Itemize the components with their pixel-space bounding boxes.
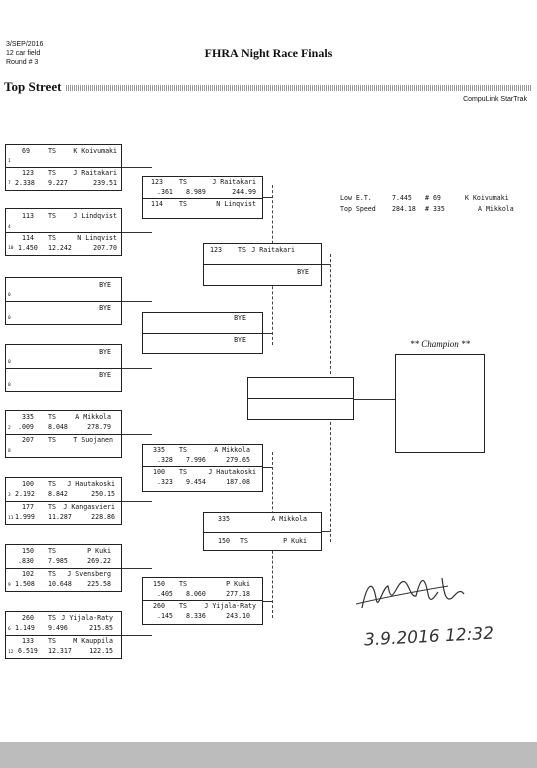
r1-match-1 bbox=[5, 144, 122, 191]
speed: 122.15 bbox=[89, 647, 113, 655]
car-number: 260 bbox=[22, 614, 34, 622]
class: TS bbox=[179, 446, 187, 454]
elapsed-time: 9.454 bbox=[186, 478, 206, 486]
car-number: 114 bbox=[22, 234, 34, 242]
r1-match-4 bbox=[5, 344, 122, 392]
driver: J Hautakoski bbox=[208, 468, 256, 476]
elapsed-time: 9.227 bbox=[48, 179, 68, 187]
elapsed-time: 12.242 bbox=[48, 244, 72, 252]
class: TS bbox=[48, 413, 56, 421]
speed: 187.08 bbox=[226, 478, 250, 486]
speed: 269.22 bbox=[87, 557, 111, 565]
speed: 244.99 bbox=[232, 188, 256, 196]
elapsed-time: 8.060 bbox=[186, 590, 206, 598]
car-number: 133 bbox=[22, 637, 34, 645]
driver: BYE bbox=[99, 348, 111, 356]
connector-line bbox=[122, 568, 152, 569]
driver: N Linqvist bbox=[77, 234, 117, 242]
seed: 9 bbox=[8, 583, 11, 588]
r1-match-6 bbox=[5, 477, 122, 525]
elapsed-time: 7.996 bbox=[186, 456, 206, 464]
top-speed-car: # 335 bbox=[425, 205, 445, 213]
seed: 0 bbox=[8, 316, 11, 321]
driver: T Suojanen bbox=[73, 436, 113, 444]
speed: 228.86 bbox=[91, 513, 115, 521]
elapsed-time: 12.317 bbox=[48, 647, 72, 655]
r1-match-2 bbox=[5, 208, 122, 256]
driver: J Raitakari bbox=[73, 169, 117, 177]
car-number: 335 bbox=[22, 413, 34, 421]
seed: 12 bbox=[8, 650, 14, 655]
car-number: 150 bbox=[218, 537, 230, 545]
reaction-time: .009 bbox=[18, 423, 34, 431]
speed: 207.70 bbox=[93, 244, 117, 252]
driver: J Svensberg bbox=[67, 570, 111, 578]
car-number: 150 bbox=[153, 580, 165, 588]
connector-line bbox=[122, 635, 152, 636]
class: TS bbox=[48, 637, 56, 645]
speed: 278.79 bbox=[87, 423, 111, 431]
class-name: Top Street bbox=[4, 79, 62, 94]
top-speed-label: Top Speed bbox=[340, 205, 376, 213]
r1-match-5 bbox=[5, 410, 122, 458]
car-number: 207 bbox=[22, 436, 34, 444]
car-number: 177 bbox=[22, 503, 34, 511]
champion-label: ** Champion ** bbox=[409, 339, 470, 349]
round-number: Round # 3 bbox=[6, 59, 39, 66]
connector-line bbox=[263, 467, 272, 468]
champion-box bbox=[395, 354, 485, 453]
reaction-time: .145 bbox=[157, 612, 173, 620]
driver: BYE bbox=[99, 281, 111, 289]
r2-match-4 bbox=[142, 577, 263, 625]
seed: 3 bbox=[8, 493, 11, 498]
connector-line bbox=[122, 368, 152, 369]
driver: P Kuki bbox=[226, 580, 250, 588]
seed: 0 bbox=[8, 383, 11, 388]
speed: 239.51 bbox=[93, 179, 117, 187]
seed: 2 bbox=[8, 426, 11, 431]
driver: K Koivumaki bbox=[73, 147, 117, 155]
r2-match-3 bbox=[142, 444, 263, 492]
connector-line bbox=[322, 531, 330, 532]
driver: BYE bbox=[99, 304, 111, 312]
seed: 8 bbox=[8, 449, 11, 454]
elapsed-time: 8.989 bbox=[186, 188, 206, 196]
class: TS bbox=[179, 178, 187, 186]
reaction-time: 1.999 bbox=[15, 513, 35, 521]
class: TS bbox=[48, 503, 56, 511]
seed: 0 bbox=[8, 360, 11, 365]
low-et-label: Low E.T. bbox=[340, 194, 372, 202]
car-number: 100 bbox=[22, 480, 34, 488]
speed: 243.10 bbox=[226, 612, 250, 620]
seed: 4 bbox=[8, 225, 11, 230]
signature-scribble bbox=[352, 568, 472, 620]
class: TS bbox=[179, 602, 187, 610]
seed: 0 bbox=[8, 293, 11, 298]
driver: J Raitakari bbox=[212, 178, 256, 186]
speed: 250.15 bbox=[91, 490, 115, 498]
car-number: 114 bbox=[151, 200, 163, 208]
reaction-time: .323 bbox=[157, 478, 173, 486]
car-number: 335 bbox=[153, 446, 165, 454]
page-title: FHRA Night Race Finals bbox=[204, 46, 333, 60]
class: TS bbox=[48, 234, 56, 242]
class: TS bbox=[48, 212, 56, 220]
class: TS bbox=[179, 200, 187, 208]
class: TS bbox=[48, 570, 56, 578]
reaction-time: 1.450 bbox=[18, 244, 38, 252]
speed: 225.58 bbox=[87, 580, 111, 588]
r3-match-2 bbox=[203, 512, 322, 551]
speed: 277.18 bbox=[226, 590, 250, 598]
driver: N Linqvist bbox=[216, 200, 256, 208]
driver: BYE bbox=[234, 314, 246, 322]
r2-match-2 bbox=[142, 312, 263, 354]
r1-match-7 bbox=[5, 544, 122, 592]
connector-line bbox=[354, 399, 396, 400]
connector-line bbox=[122, 167, 152, 168]
race-date: 3/SEP/2016 bbox=[6, 41, 44, 48]
top-speed-driver: A Mikkola bbox=[478, 205, 514, 213]
top-speed-value: 284.18 bbox=[392, 205, 416, 213]
connector-line bbox=[122, 501, 152, 502]
driver: J Kangasvieri bbox=[63, 503, 115, 511]
dashed-connector bbox=[330, 422, 331, 542]
scan-edge bbox=[0, 742, 537, 768]
driver: J Yijala-Raty bbox=[61, 614, 113, 622]
r2-match-1 bbox=[142, 176, 263, 219]
car-number: 69 bbox=[22, 147, 30, 155]
class: TS bbox=[238, 246, 246, 254]
driver: A Mikkola bbox=[75, 413, 111, 421]
speed: 215.85 bbox=[89, 624, 113, 632]
driver: P Kuki bbox=[87, 547, 111, 555]
connector-line bbox=[263, 197, 272, 198]
driver: BYE bbox=[99, 371, 111, 379]
class: TS bbox=[48, 147, 56, 155]
reaction-time: 2.192 bbox=[15, 490, 35, 498]
car-number: 123 bbox=[22, 169, 34, 177]
driver: BYE bbox=[234, 336, 246, 344]
speed: 279.65 bbox=[226, 456, 250, 464]
car-number: 260 bbox=[153, 602, 165, 610]
reaction-time: 2.338 bbox=[15, 179, 35, 187]
field-size: 12 car field bbox=[6, 50, 41, 57]
elapsed-time: 8.842 bbox=[48, 490, 68, 498]
seed: 7 bbox=[8, 181, 11, 186]
car-number: 113 bbox=[22, 212, 34, 220]
elapsed-time: 7.985 bbox=[48, 557, 68, 565]
dashed-connector bbox=[330, 254, 331, 374]
r3-match-1 bbox=[203, 243, 322, 286]
connector-line bbox=[322, 264, 330, 265]
reaction-time: .830 bbox=[18, 557, 34, 565]
r1-match-3 bbox=[5, 277, 122, 325]
r1-match-8 bbox=[5, 611, 122, 659]
car-number: 150 bbox=[22, 547, 34, 555]
car-number: 123 bbox=[151, 178, 163, 186]
class: TS bbox=[48, 436, 56, 444]
connector-line bbox=[263, 601, 272, 602]
reaction-time: 1.149 bbox=[15, 624, 35, 632]
driver: J Lindqvist bbox=[73, 212, 117, 220]
class: TS bbox=[48, 169, 56, 177]
connector-line bbox=[263, 333, 272, 334]
reaction-time: .328 bbox=[157, 456, 173, 464]
elapsed-time: 9.496 bbox=[48, 624, 68, 632]
software-credit: CompuLink StarTrak bbox=[463, 96, 527, 103]
seed: 1 bbox=[8, 159, 11, 164]
signature-datetime: 3.9.2016 12:32 bbox=[363, 623, 495, 651]
elapsed-time: 10.648 bbox=[48, 580, 72, 588]
driver: J Hautakoski bbox=[67, 480, 115, 488]
connector-line bbox=[122, 301, 152, 302]
connector-line bbox=[122, 232, 152, 233]
reaction-time: .405 bbox=[157, 590, 173, 598]
low-et-value: 7.445 bbox=[392, 194, 412, 202]
low-et-car: # 69 bbox=[425, 194, 441, 202]
final-match bbox=[247, 377, 354, 420]
seed: 10 bbox=[8, 246, 14, 251]
reaction-time: 6.519 bbox=[18, 647, 38, 655]
class: TS bbox=[240, 537, 248, 545]
elapsed-time: 8.336 bbox=[186, 612, 206, 620]
driver: M Kauppila bbox=[73, 637, 113, 645]
elapsed-time: 11.287 bbox=[48, 513, 72, 521]
driver: BYE bbox=[297, 268, 309, 276]
class: TS bbox=[48, 480, 56, 488]
low-et-driver: K Koivumaki bbox=[465, 194, 509, 202]
reaction-time: .361 bbox=[157, 188, 173, 196]
driver: A Mikkola bbox=[214, 446, 250, 454]
driver: A Mikkola bbox=[271, 515, 307, 523]
class: TS bbox=[48, 614, 56, 622]
class: TS bbox=[48, 547, 56, 555]
driver: J Raitakari bbox=[251, 246, 295, 254]
seed: 6 bbox=[8, 627, 11, 632]
connector-line bbox=[122, 434, 152, 435]
class: TS bbox=[179, 580, 187, 588]
reaction-time: 1.508 bbox=[15, 580, 35, 588]
driver: J Yijala-Raty bbox=[204, 602, 256, 610]
final-slot-top bbox=[248, 378, 353, 399]
car-number: 123 bbox=[210, 246, 222, 254]
elapsed-time: 8.048 bbox=[48, 423, 68, 431]
car-number: 100 bbox=[153, 468, 165, 476]
seed: 11 bbox=[8, 516, 14, 521]
driver: P Kuki bbox=[283, 537, 307, 545]
header-rule bbox=[66, 85, 531, 91]
class: TS bbox=[179, 468, 187, 476]
car-number: 335 bbox=[218, 515, 230, 523]
car-number: 102 bbox=[22, 570, 34, 578]
